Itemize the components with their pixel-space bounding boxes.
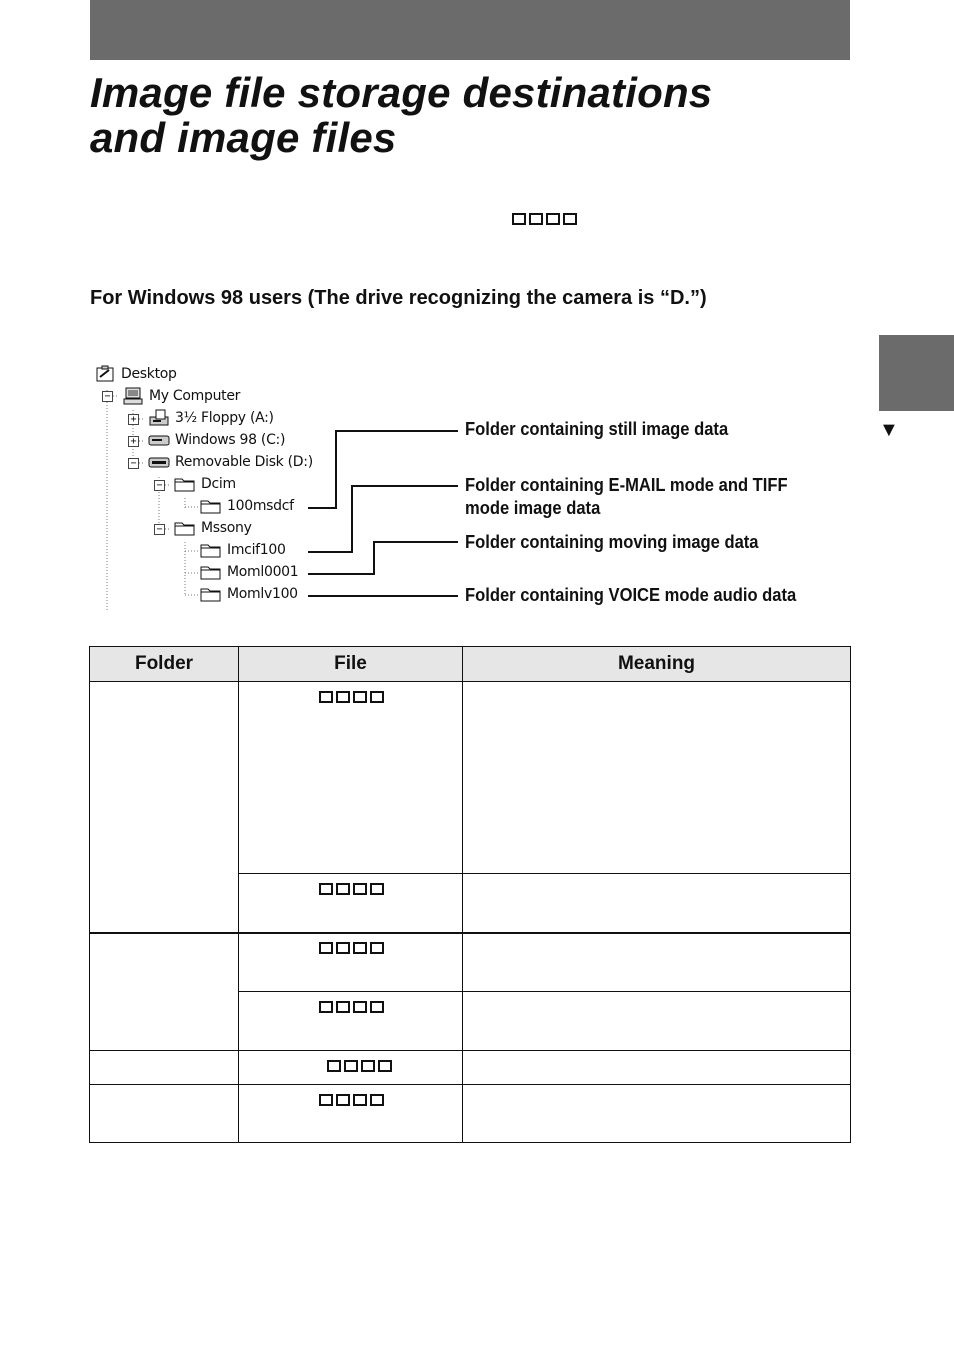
missing-glyph-placeholder <box>319 883 384 895</box>
folder-icon <box>174 519 196 537</box>
file-cell <box>239 992 463 1051</box>
tree-item-desktop[interactable] <box>96 364 177 384</box>
meaning-cell <box>463 933 851 992</box>
page-title-line-2: and image files <box>90 114 397 161</box>
callout-voice: Folder containing VOICE mode audio data <box>465 585 797 605</box>
file-table <box>89 646 851 1143</box>
tree-expander-removable-disk[interactable]: − <box>128 458 139 469</box>
tree-item-removable-disk[interactable] <box>148 452 313 472</box>
tree-label: Moml0001 <box>227 564 299 580</box>
column-header-folder: Folder <box>90 647 239 682</box>
desktop-icon <box>96 365 116 383</box>
tree-label: 3½ Floppy (A:) <box>175 410 274 426</box>
leader-line-still-image <box>308 431 458 508</box>
missing-glyph-placeholder <box>319 691 384 703</box>
tree-expander-floppy[interactable]: + <box>128 414 139 425</box>
tree-label: Dcim <box>201 476 236 492</box>
tree-item-floppy[interactable] <box>148 408 274 428</box>
tree-item-moml0001[interactable] <box>200 562 298 582</box>
tree-item-mssony[interactable] <box>174 518 252 538</box>
file-cell <box>239 1051 463 1085</box>
section-subheading: For Windows 98 users (The drive recognizing the camera is “D.”) <box>90 287 707 309</box>
folder-cell <box>90 1051 239 1085</box>
file-cell <box>239 874 463 933</box>
tree-label: Imcif100 <box>227 542 286 558</box>
tree-label: Removable Disk (D:) <box>175 454 313 470</box>
folder-icon <box>200 497 222 515</box>
tree-label: 100msdcf <box>227 498 294 514</box>
folder-icon <box>200 585 222 603</box>
meaning-cell <box>463 1051 851 1085</box>
table-row <box>90 1085 851 1143</box>
tree-expander-my-computer[interactable]: − <box>102 391 113 402</box>
folder-icon <box>200 563 222 581</box>
hard-drive-icon <box>148 431 170 449</box>
tree-label: My Computer <box>149 388 241 404</box>
column-header-meaning: Meaning <box>463 647 851 682</box>
tree-item-my-computer[interactable] <box>122 386 240 406</box>
tree-label: Mssony <box>201 520 252 536</box>
file-cell <box>239 1085 463 1143</box>
removable-disk-icon <box>148 453 170 471</box>
folder-icon <box>174 475 196 493</box>
missing-glyph-placeholder <box>319 942 384 954</box>
tree-item-100msdcf[interactable] <box>200 496 294 516</box>
folder-cell <box>90 682 239 933</box>
callout-email-tiff: Folder containing E-MAIL mode and TIFF mode image data <box>465 475 788 518</box>
page-title-line-1: Image file storage destinations <box>90 69 713 116</box>
tree-label: Windows 98 (C:) <box>175 432 286 448</box>
meaning-cell <box>463 992 851 1051</box>
folder-icon <box>200 541 222 559</box>
tree-expander-mssony[interactable]: − <box>154 524 165 535</box>
continue-arrow-icon: ▼ <box>879 419 899 441</box>
table-header-row <box>90 647 851 682</box>
tree-label: Desktop <box>121 366 177 382</box>
folder-cell <box>90 933 239 1051</box>
file-cell <box>239 933 463 992</box>
callout-still-image: Folder containing still image data <box>465 419 729 439</box>
computer-icon <box>122 387 144 405</box>
tree-label: Momlv100 <box>227 586 298 602</box>
file-cell <box>239 682 463 874</box>
table-row <box>90 933 851 992</box>
tree-item-imcif100[interactable] <box>200 540 286 560</box>
floppy-drive-icon <box>148 409 170 427</box>
column-header-file: File <box>239 647 463 682</box>
meaning-cell <box>463 682 851 874</box>
folder-cell <box>90 1085 239 1143</box>
tree-expander-dcim[interactable]: − <box>154 480 165 491</box>
tree-item-dcim[interactable] <box>174 474 236 494</box>
leader-line-moving-image <box>308 542 458 574</box>
missing-glyph-placeholder <box>319 1094 384 1106</box>
missing-glyph-placeholder <box>327 1060 392 1072</box>
tree-item-momlv100[interactable] <box>200 584 298 604</box>
meaning-cell <box>463 874 851 933</box>
callout-moving-image: Folder containing moving image data <box>465 532 759 552</box>
missing-glyph-placeholder <box>319 1001 384 1013</box>
tree-item-windows98[interactable] <box>148 430 285 450</box>
tree-expander-windows98[interactable]: + <box>128 436 139 447</box>
table-row <box>90 682 851 874</box>
meaning-cell <box>463 1085 851 1143</box>
table-row <box>90 1051 851 1085</box>
